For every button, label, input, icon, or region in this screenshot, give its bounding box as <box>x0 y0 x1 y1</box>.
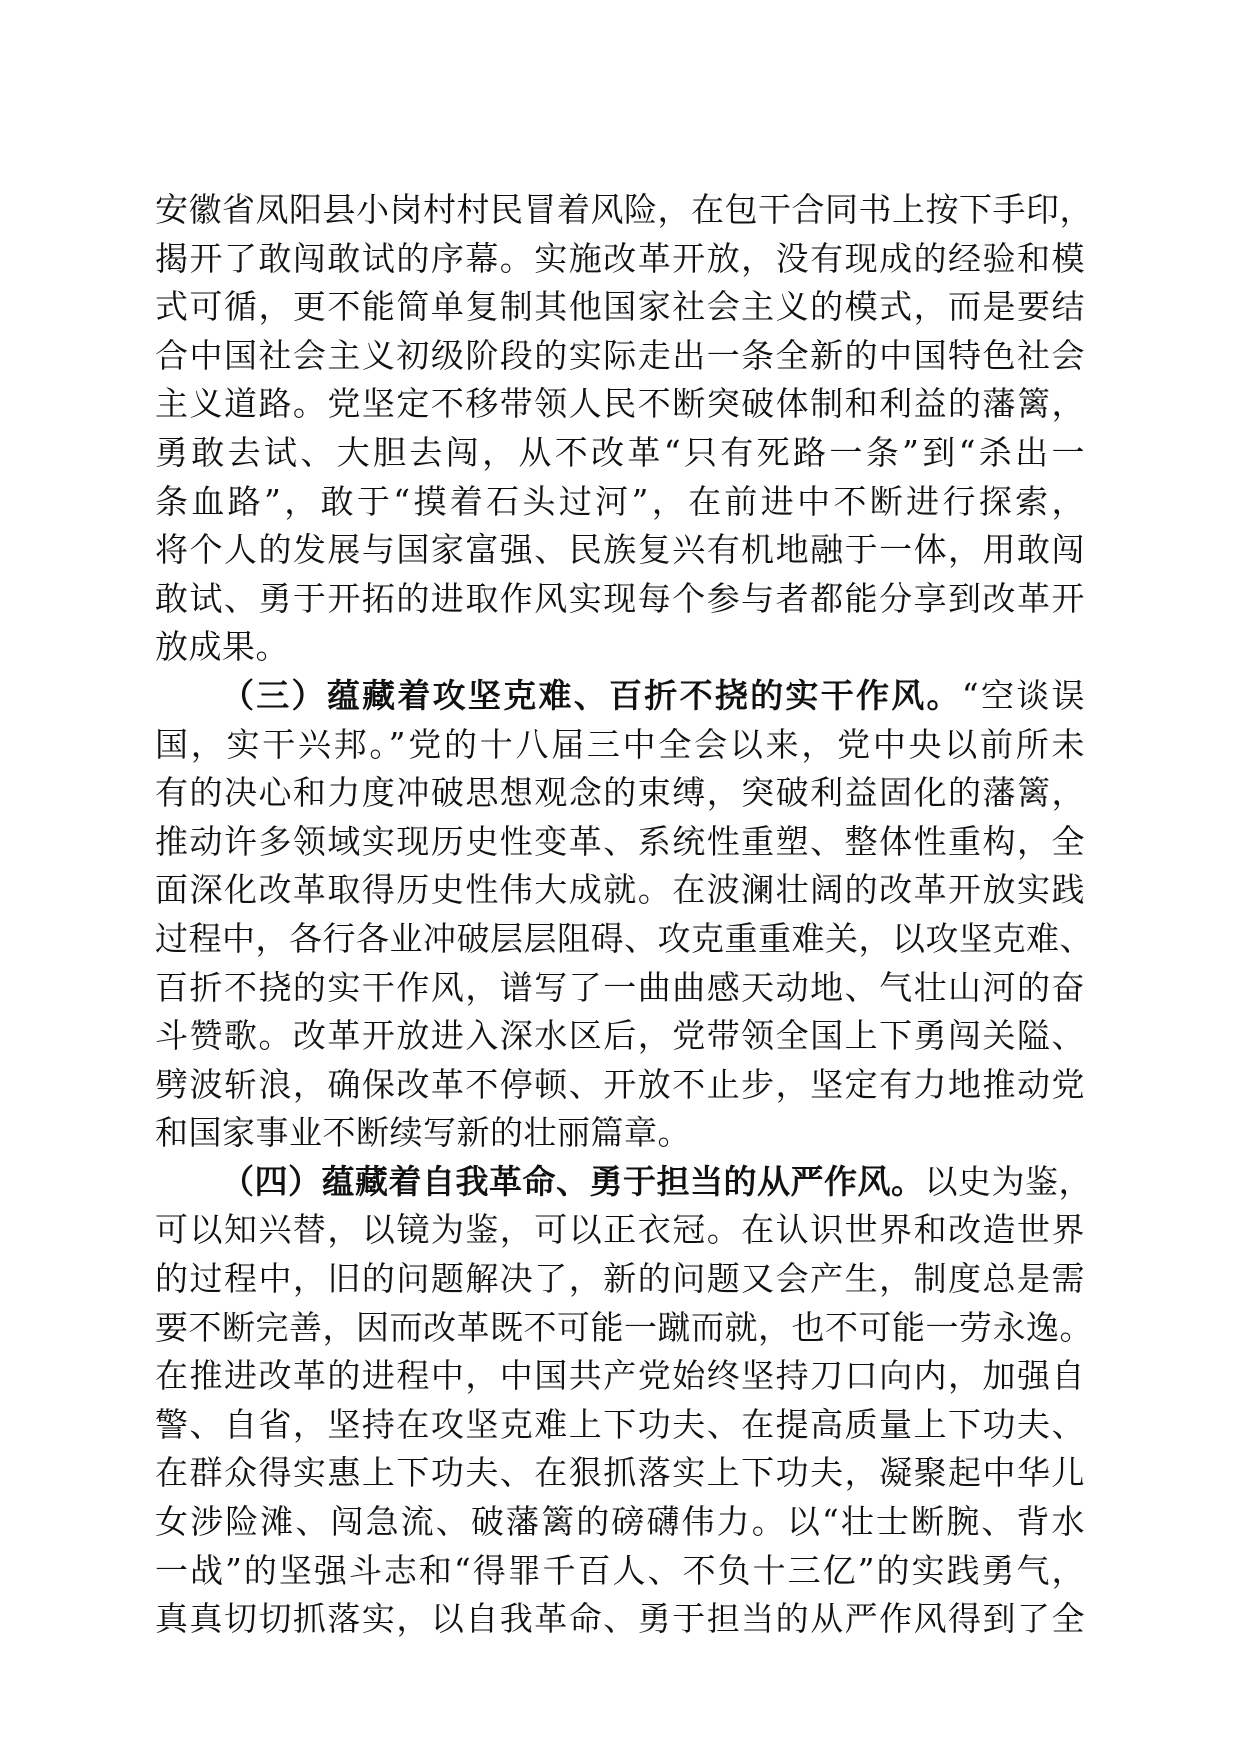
heading-continuation: “空谈误 <box>961 675 1085 715</box>
text-line: 揭开了敢闯敢试的序幕。实施改革开放，没有现成的经验和模 <box>155 238 1085 278</box>
paragraph-2 <box>155 672 1093 1158</box>
text-line: 和国家事业不断续写新的壮丽篇章。 <box>155 1113 691 1153</box>
text-line: 国，实干兴邦。”党的十八届三中全会以来，党中央以前所未 <box>155 724 1085 764</box>
text-line: 有的决心和力度冲破思想观念的束缚，突破利益固化的藩篱， <box>155 773 1085 813</box>
text-line: 条血路”，敢于“摸着石头过河”，在前进中不断进行探索， <box>155 481 1085 521</box>
text-line: 式可循，更不能简单复制其他国家社会主义的模式，而是要结 <box>155 287 1085 327</box>
text-line: 可以知兴替，以镜为鉴，可以正衣冠。在认识世界和改造世界 <box>155 1210 1085 1250</box>
text-line: 在群众得实惠上下功夫、在狠抓落实上下功夫，凝聚起中华儿 <box>155 1453 1085 1493</box>
text-line: 的过程中，旧的问题解决了，新的问题又会产生，制度总是需 <box>155 1259 1085 1299</box>
text-line: 女涉险滩、闯急流、破藩篱的磅礴伟力。以“壮士断腕、背水 <box>155 1502 1085 1542</box>
text-line: 勇敢去试、大胆去闯，从不改革“只有死路一条”到“杀出一 <box>155 432 1085 472</box>
text-line: 百折不挠的实干作风，谱写了一曲曲感天动地、气壮山河的奋 <box>155 967 1085 1007</box>
text-line: 敢试、勇于开拓的进取作风实现每个参与者都能分享到改革开 <box>155 578 1085 618</box>
section-heading-4: （四）蕴藏着自我革命、勇于担当的从严作风。 <box>221 1161 925 1201</box>
text-line: 过程中，各行各业冲破层层阻碍、攻克重重难关，以攻坚克难、 <box>155 918 1093 958</box>
text-line: 将个人的发展与国家富强、民族复兴有机地融于一体，用敢闯 <box>155 530 1085 570</box>
text-line: 合中国社会主义初级阶段的实际走出一条全新的中国特色社会 <box>155 335 1085 375</box>
text-line: 斗赞歌。改革开放进入深水区后，党带领全国上下勇闯关隘、 <box>155 1016 1085 1056</box>
text-line: 面深化改革取得历史性伟大成就。在波澜壮阔的改革开放实践 <box>155 870 1085 910</box>
text-line: 劈波斩浪，确保改革不停顿、开放不止步，坚定有力地推动党 <box>155 1064 1085 1104</box>
text-line: 警、自省，坚持在攻坚克难上下功夫、在提高质量上下功夫、 <box>155 1404 1085 1444</box>
text-line: 安徽省凤阳县小岗村村民冒着风险，在包干合同书上按下手印， <box>155 190 1093 229</box>
text-line: 真真切切抓落实，以自我革命、勇于担当的从严作风得到了全 <box>155 1599 1085 1639</box>
text-line: 推动许多领域实现历史性变革、系统性重塑、整体性重构，全 <box>155 821 1085 861</box>
text-line: 要不断完善，因而改革既不可能一蹴而就，也不可能一劳永逸。 <box>155 1307 1093 1347</box>
heading-continuation: 以史为鉴， <box>924 1161 1092 1201</box>
paragraph-1 <box>155 186 1093 672</box>
text-line: 一战”的坚强斗志和“得罪千百人、不负十三亿”的实践勇气， <box>155 1550 1085 1590</box>
paragraph-first-line <box>155 672 1085 721</box>
text-line: 放成果。 <box>155 627 289 667</box>
text-line: 主义道路。党坚定不移带领人民不断突破体制和利益的藩篱， <box>155 384 1085 424</box>
paragraph-3 <box>155 1158 1093 1644</box>
section-heading-3: （三）蕴藏着攻坚克难、百折不挠的实干作风。 <box>221 675 962 715</box>
body-text <box>155 186 1093 1644</box>
text-line: 在推进改革的进程中，中国共产党始终坚持刀口向内，加强自 <box>155 1356 1085 1396</box>
paragraph-first-line <box>155 1158 1092 1207</box>
